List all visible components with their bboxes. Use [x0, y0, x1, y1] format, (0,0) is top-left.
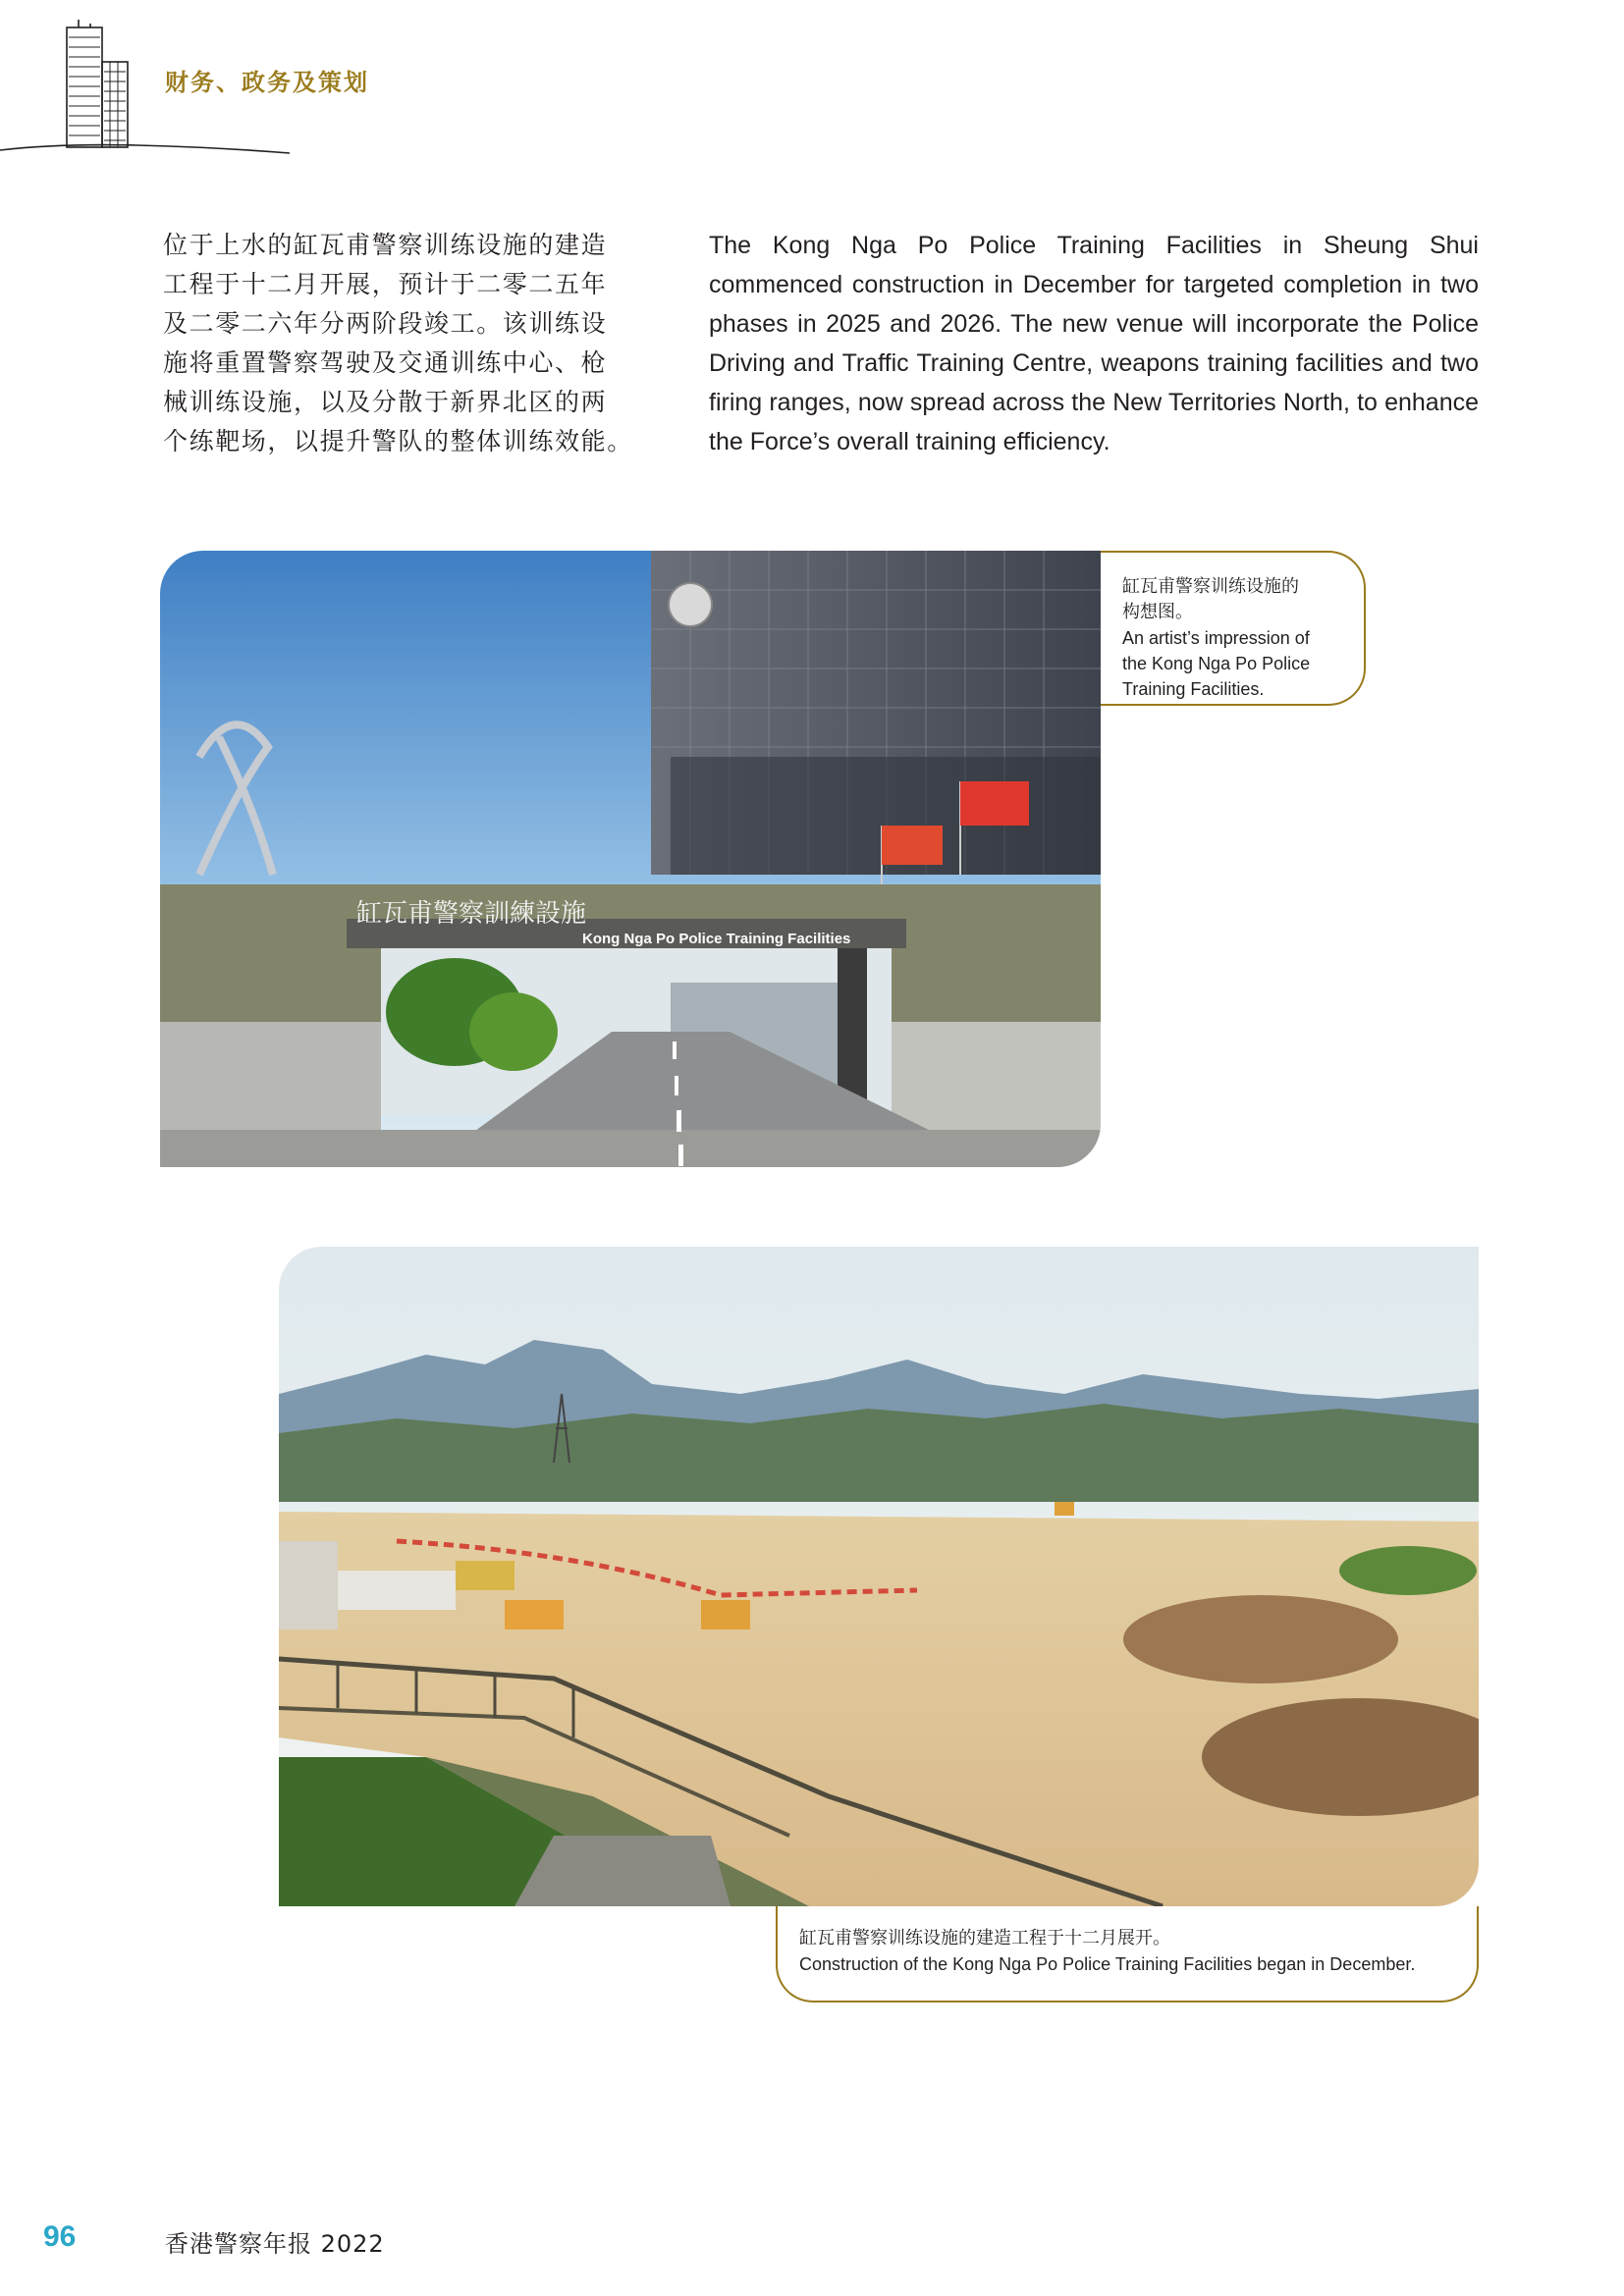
sign-chinese-text: 缸瓦甫警察訓練設施 [356, 899, 587, 929]
zh-line: 位于上水的缸瓦甫警察训练设施的建造 [163, 231, 608, 259]
construction-site-photo [279, 1247, 1479, 1906]
caption-zh-line: 缸瓦甫警察训练设施的 [1122, 576, 1299, 597]
body-text-english: The Kong Nga Po Police Training Facilities in Sheung Shui commenced construction in December for targeted completion in two phases in 2025 and 2026. The new venue will incorporate the Police Driving and Traffic Training Centre, weapons training facilities and two firing ranges, now spread across the New Territories North, to enhance the Force’s overall training efficiency. [709, 232, 1479, 455]
construction-caption [776, 1906, 1479, 2002]
zh-line: 个练靶场，以提升警队的整体训练效能。 [163, 427, 633, 455]
body-text-chinese [163, 226, 652, 461]
page-number: 96 [43, 2220, 77, 2253]
caption-en-line: Construction of the Kong Nga Po Police Training Facilities began in December. [799, 1954, 1416, 1974]
artist-impression-photo [160, 551, 1101, 1167]
zh-line: 施将重置警察驾驶及交通训练中心、枪 [163, 348, 608, 377]
sign-english-text: Kong Nga Po Police Training Facilities [582, 931, 851, 947]
zh-line: 械训练设施，以及分散于新界北区的两 [163, 388, 608, 416]
caption-en-line: An artist’s impression of [1122, 628, 1310, 648]
caption-en-line: Training Facilities. [1122, 679, 1265, 699]
section-title: 财务、政务及策划 [165, 69, 369, 96]
caption-en-line: the Kong Nga Po Police [1122, 654, 1311, 673]
publication-title: 香港警察年报 2022 [165, 2230, 385, 2258]
caption-zh-line: 构想图。 [1122, 602, 1193, 622]
zh-line: 工程于十二月开展，预计于二零二五年 [163, 270, 608, 298]
caption-zh-line: 缸瓦甫警察训练设施的建造工程于十二月展开。 [799, 1928, 1170, 1949]
zh-line: 及二零二六年分两阶段竣工。该训练设 [163, 309, 608, 338]
artist-impression-caption [1101, 551, 1366, 706]
